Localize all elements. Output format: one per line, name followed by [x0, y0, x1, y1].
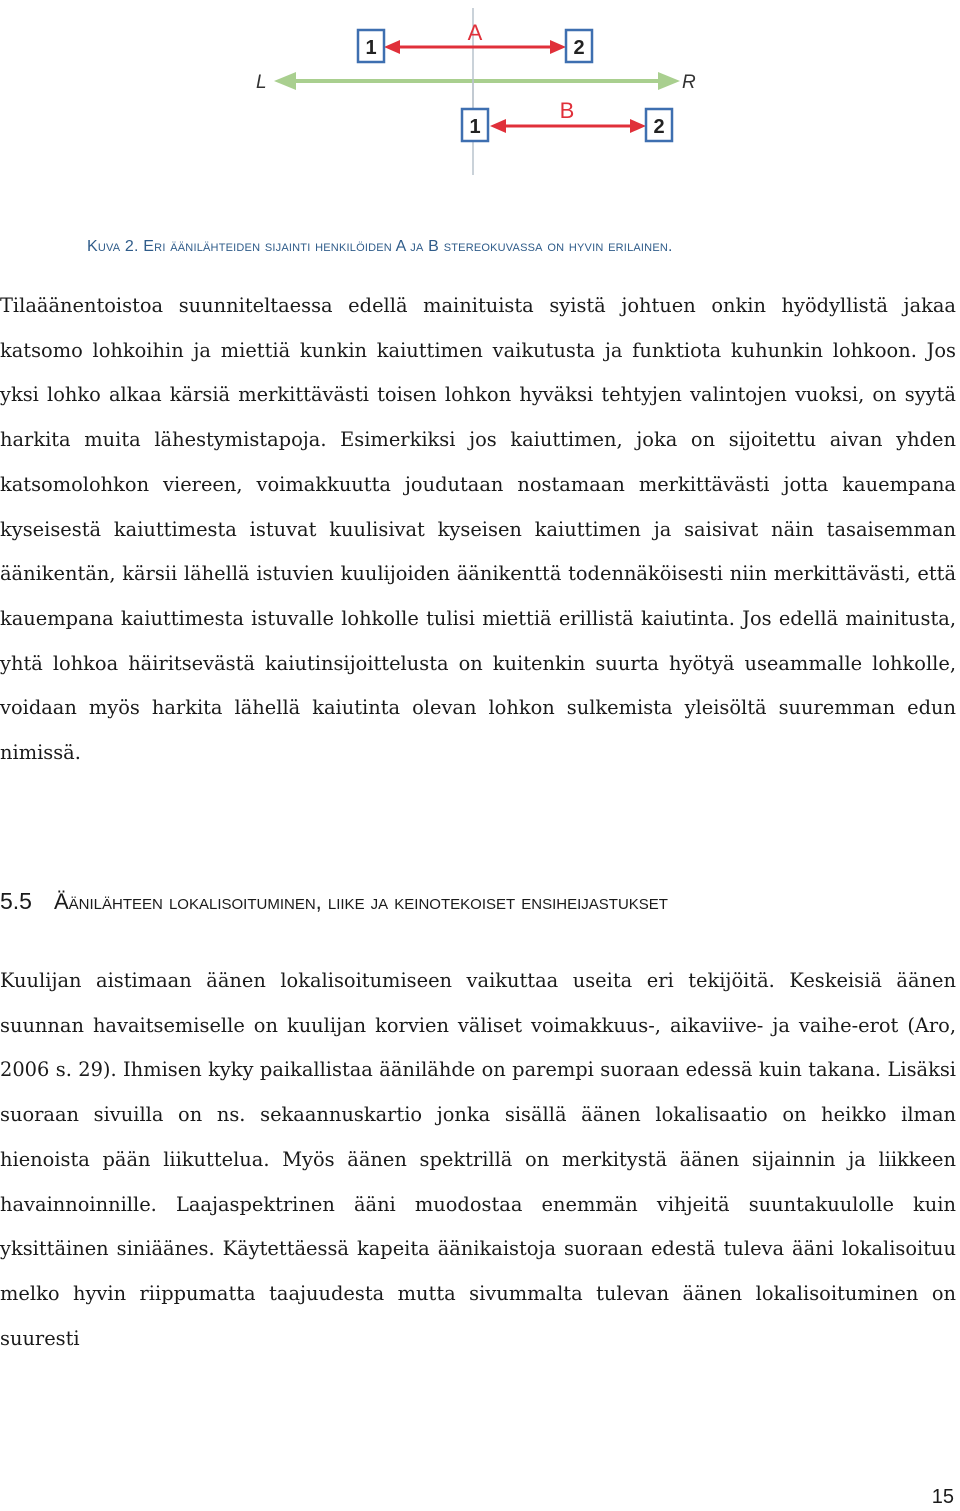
arrow-a-right-head-icon: [550, 40, 566, 54]
paragraph-2: Kuulijan aistimaan äänen lokalisoitumiseen vaikuttaa useita eri tekijöitä. Keskeisiä äänen suunnan havaitsemiselle on kuulijan korvien väliset voimakkuus-, aikaviive- ja vaihe-erot (Aro, 2006 s. 29). Ihmisen kyky paikallistaa äänilähde on parempi suoraan edessä kuin takana. Lisäksi suoraan sivuilla on ns. sekaannuskartio jonka sisällä äänen lokalisaatio on heikko ilman hienoista pään liikuttelua. Myös äänen spektrillä on merkitystä äänen sijainnin ja liikkeen havainnoinnille. Laajaspektrinen ääni muodostaa enemmän vihjeitä suuntakuulolle kuin yksittäinen siniäänes. Käytettäessä kapeita äänikaistoja suoraan edestä tuleva ääni lokalisoituu melko hyvin riippumatta taajuudesta mutta sivummalta tulevan äänen lokalisoituminen on suuresti: [0, 969, 956, 1350]
label-a: A: [467, 20, 483, 45]
box-a1-label: 1: [365, 37, 377, 59]
right-arrowhead-icon: [658, 72, 680, 90]
section-title: Äänilähteen lokalisoituminen, liike ja keinotekoiset ensiheijastukset: [53, 889, 668, 914]
box-b1-label: 1: [469, 116, 481, 138]
section-heading: [0, 888, 960, 915]
label-b: B: [559, 98, 575, 123]
section-number: 5.5: [0, 888, 32, 914]
arrow-b-right-head-icon: [630, 119, 646, 133]
paragraph-1: Tilaäänentoistoa suunniteltaessa edellä mainituista syistä johtuen onkin hyödyllistä jakaa katsomo lohkoihin ja miettiä kunkin kaiuttimen vaikutusta ja funktiota kuhunkin lohkoon. Jos yksi lohko alkaa kärsiä merkittävästi toisen lohkon hyväksi tehtyjen valintojen vuoksi, on syytä harkita muita lähestymistapoja. Esimerkiksi jos kaiuttimen, joka on sijoitettu aivan yhden katsomolohkon viereen, voimakkuutta joudutaan nostamaan merkittävästi jotta kauempana kyseisestä kaiuttimesta istuvat kuulisivat kyseisen kaiuttimen ja saisivat näin tasaisemman äänikentän, kärsii lähellä istuvien kuulijoiden äänikenttä todennäköisesti niin merkittävästi, että kauempana kaiuttimesta istuvalle lohkolle tulisi miettiä erillistä kaiutinta. Jos edellä mainitusta, yhtä lohkoa häiritsevästä kaiutinsijoittelusta on kuitenkin suurta hyötyä useammalle lohkolle, voidaan myös harkita lähellä kaiutinta olevan lohkon sulkemista yleisöltä suuremman edun nimissä.: [0, 294, 956, 765]
label-left: L: [256, 72, 267, 93]
arrow-b-left-head-icon: [490, 119, 506, 133]
box-a2-label: 2: [573, 37, 585, 59]
left-arrowhead-icon: [274, 72, 296, 90]
stereo-position-diagram: [240, 0, 710, 180]
figure-caption: Kuva 2. Eri äänilähteiden sijainti henkilöiden A ja B stereokuvassa on hyvin erilainen.: [87, 238, 673, 255]
box-b2-label: 2: [653, 116, 665, 138]
page-number: 15: [931, 1486, 954, 1508]
arrow-a-left-head-icon: [384, 40, 400, 54]
label-right: R: [682, 72, 696, 93]
